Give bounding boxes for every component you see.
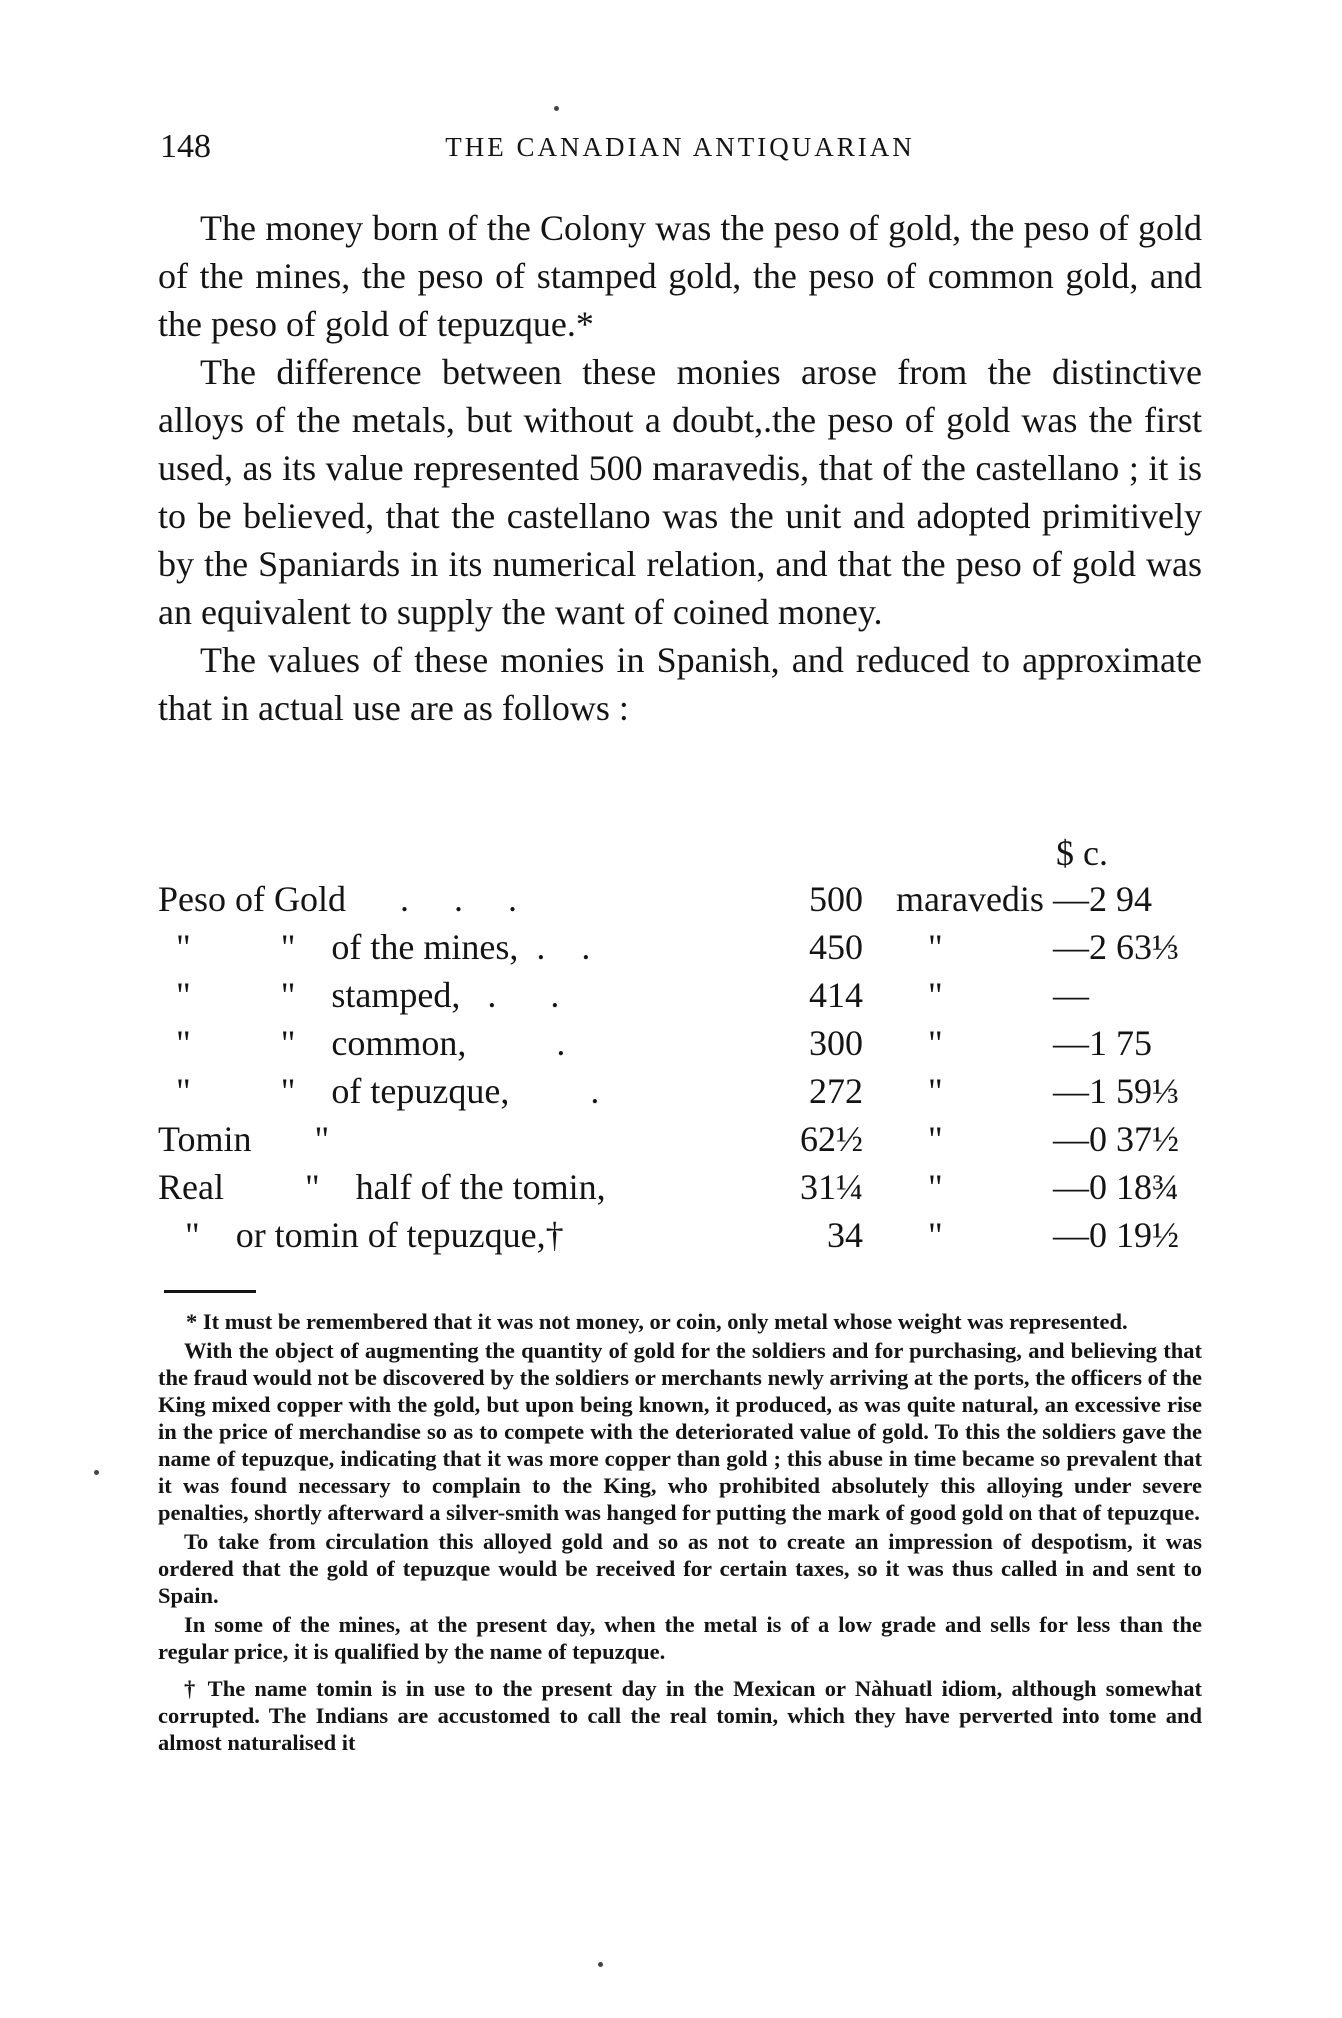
row-label: " " of the mines, . . — [158, 927, 591, 967]
row-ditto: " — [928, 1071, 943, 1111]
row-value: —1 75 — [1053, 1023, 1152, 1063]
row-value: —2 94 — [1053, 879, 1152, 919]
row-ditto: " — [928, 927, 943, 967]
row-amount: 450 — [809, 927, 863, 967]
print-speck — [554, 106, 559, 111]
row-ditto: " — [928, 1167, 943, 1207]
footnote-paragraph: In some of the mines, at the present day, when the metal is of a low grade and sells for less than the regular price, it is qualified by the name of tepuzque. — [158, 1612, 1202, 1664]
row-value: —1 59⅓ — [1053, 1071, 1179, 1111]
row-label: " " common, . — [158, 1023, 566, 1063]
row-amount: 31¼ — [800, 1167, 863, 1207]
row-amount: 62½ — [800, 1119, 863, 1159]
table-row — [158, 926, 1202, 974]
print-speck — [94, 1470, 99, 1475]
table-row — [158, 878, 1202, 926]
row-value: —0 18¾ — [1053, 1167, 1179, 1207]
running-header — [160, 128, 1200, 168]
row-amount: 272 — [809, 1071, 863, 1111]
row-value: —2 63⅓ — [1053, 927, 1179, 967]
footnote-dagger: † The name tomin is in use to the present day in the Mexican or Nàhuatl idiom, although somewhat corrupted. The Indians are accustomed to call the real tomin, which they have perverted into tome and almost naturalised it — [158, 1676, 1202, 1755]
row-label: Real " half of the tomin, — [158, 1167, 606, 1207]
row-amount: 414 — [809, 975, 863, 1015]
main-text — [158, 204, 1202, 732]
page-number: 148 — [160, 128, 211, 165]
table-row — [158, 974, 1202, 1022]
table-row — [158, 1166, 1202, 1214]
row-ditto: " — [928, 1215, 943, 1255]
row-value: —0 37½ — [1053, 1119, 1179, 1159]
running-title: THE CANADIAN ANTIQUARIAN — [445, 132, 915, 162]
paragraph-1: The money born of the Colony was the peso of gold, the peso of gold of the mines, the peso of stamped gold, the peso of common gold, and the peso of gold of tepuzque.* — [158, 208, 1202, 344]
row-value: — — [1053, 975, 1089, 1015]
row-ditto: " — [928, 1119, 943, 1159]
footnote-asterisk: * It must be remembered that it was not money, or coin, only metal whose weight was represented. — [186, 1309, 1128, 1334]
table-header-row — [158, 832, 1202, 880]
row-label: Tomin " — [158, 1119, 330, 1159]
row-label: " or tomin of tepuzque,† — [158, 1215, 564, 1255]
table-row — [158, 1022, 1202, 1070]
currency-header: $ c. — [1056, 833, 1108, 873]
table-row — [158, 1118, 1202, 1166]
row-ditto: " — [928, 975, 943, 1015]
row-amount: 300 — [809, 1023, 863, 1063]
row-label: " " stamped, . . — [158, 975, 560, 1015]
footnote-paragraph: With the object of augmenting the quantity of gold for the soldiers and for purchasing, and believing that the fraud would not be discovered by the soldiers or merchants newly arriving at the ports, the officers of the King mixed copper with the gold, but upon being known, it produced, as was quite natural, an excessive rise in the price of merchandise so as to compete with the deteriorated value of gold. To this the soldiers gave the name of tepuzque, indicating that it was more copper than gold ; this abuse in time became so prevalent that it was found necessary to complain to the King, who prohibited absolutely this alloying under severe penalties, shortly afterward a silver-smith was hanged for putting the mark of good gold on that of tepuzque. — [158, 1338, 1202, 1525]
row-value: —0 19½ — [1053, 1215, 1179, 1255]
row-ditto: " — [928, 1023, 943, 1063]
footnote-divider — [164, 1290, 256, 1293]
row-label: " " of tepuzque, . — [158, 1071, 600, 1111]
print-speck — [598, 1962, 603, 1967]
row-unit: maravedis — [896, 879, 1044, 919]
paragraph-3: The values of these monies in Spanish, and reduced to approximate that in actual use are as follows : — [158, 640, 1202, 728]
row-amount: 500 — [809, 879, 863, 919]
table-row — [158, 1070, 1202, 1118]
row-amount: 34 — [827, 1215, 863, 1255]
table-row — [158, 1214, 1202, 1262]
footnote-paragraph: To take from circulation this alloyed gold and so as not to create an impression of despotism, it was ordered that the gold of tepuzque would be received for certain taxes, so it was thus called in and sent to Spain. — [158, 1529, 1202, 1608]
paragraph-2: The difference between these monies arose from the distinctive alloys of the metals, but without a doubt,.the peso of gold was the first used, as its value represented 500 maravedis, that of the castellano ; it is to be believed, that the castellano was the unit and adopted primitively by the Spaniards in its numerical relation, and that the peso of gold was an equivalent to supply the want of coined money. — [158, 352, 1202, 632]
footnotes — [158, 1308, 1202, 1758]
row-label: Peso of Gold . . . — [158, 879, 517, 919]
